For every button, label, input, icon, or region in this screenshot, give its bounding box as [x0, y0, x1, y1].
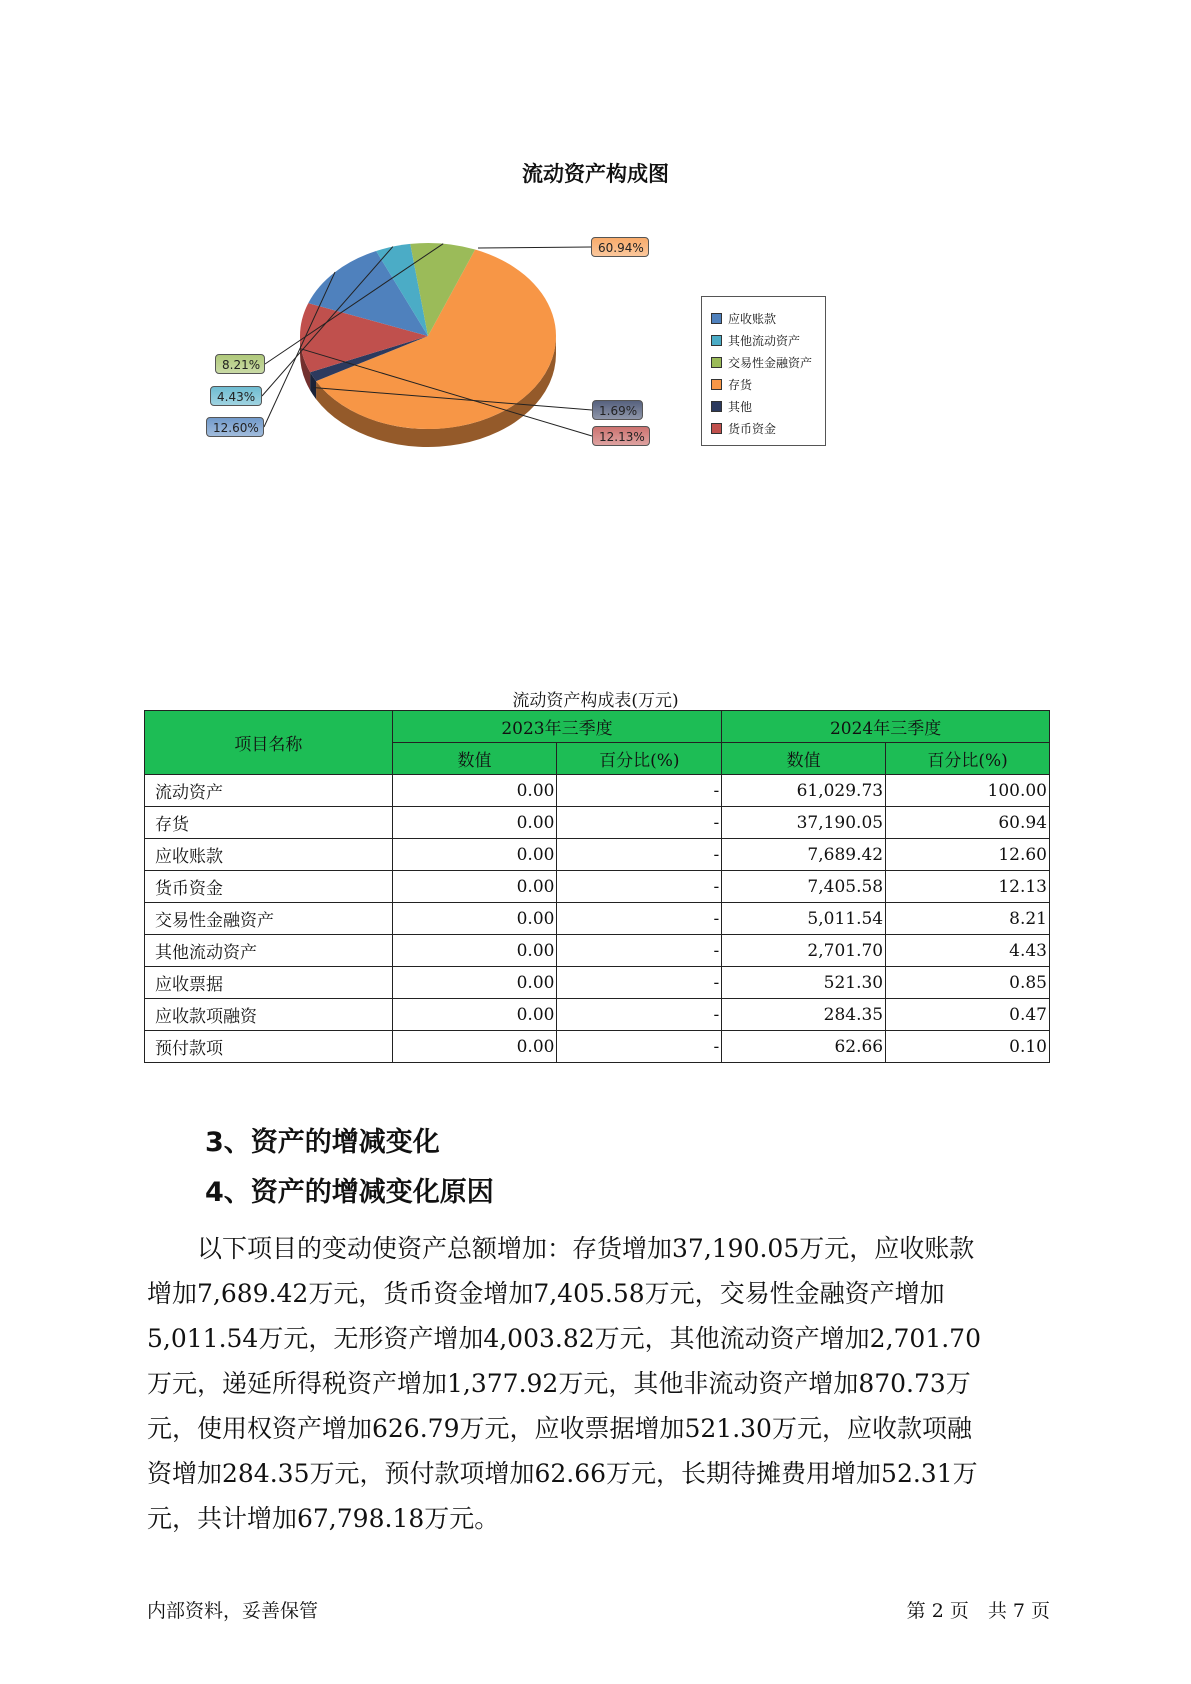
legend-swatch: [711, 379, 722, 390]
heading-asset-change-reason: 4、资产的增减变化原因: [205, 1177, 494, 1208]
pie-data-label: 8.21%: [215, 354, 265, 374]
cell-pct-2023: -: [557, 871, 722, 903]
legend-item: [702, 329, 825, 351]
header-period-2024: 2024年三季度: [722, 711, 1050, 743]
cell-value-2024: 62.66: [722, 1031, 886, 1063]
legend-label: 其他: [728, 399, 753, 414]
subheader-pct-2024: 百分比(%): [886, 743, 1050, 775]
cell-value-2024: 7,689.42: [722, 839, 886, 871]
cell-value-2023: 0.00: [392, 935, 557, 967]
cell-value-2024: 37,190.05: [722, 807, 886, 839]
footer-page-number: 第 2 页 共 7 页: [906, 1600, 1050, 1622]
cell-pct-2023: -: [557, 807, 722, 839]
cell-value-2024: 5,011.54: [722, 903, 886, 935]
cell-pct-2024: 12.13: [886, 871, 1050, 903]
cell-pct-2023: -: [557, 967, 722, 999]
cell-item-name: 流动资产: [145, 775, 393, 807]
legend-label: 应收账款: [728, 311, 777, 326]
header-period-2023: 2023年三季度: [392, 711, 722, 743]
table-row: [145, 903, 1050, 935]
cell-pct-2023: -: [557, 999, 722, 1031]
cell-value-2024: 2,701.70: [722, 935, 886, 967]
legend-swatch: [711, 313, 722, 324]
legend-swatch: [711, 401, 722, 412]
cell-pct-2024: 0.85: [886, 967, 1050, 999]
legend-item: [702, 373, 825, 395]
table-row: [145, 839, 1050, 871]
pie-data-label: 12.13%: [592, 426, 650, 446]
header-item-name: 项目名称: [145, 711, 393, 775]
cell-item-name: 其他流动资产: [145, 935, 393, 967]
table-row: [145, 967, 1050, 999]
cell-value-2023: 0.00: [392, 775, 557, 807]
legend-label: 交易性金融资产: [728, 355, 813, 370]
legend-swatch: [711, 357, 722, 368]
paragraph-line: 以下项目的变动使资产总额增加：存货增加37,190.05万元，应收账款: [147, 1234, 975, 1263]
paragraph-line: 5,011.54万元，无形资产增加4,003.82万元，其他流动资产增加2,701.70: [147, 1324, 981, 1353]
cell-value-2023: 0.00: [392, 871, 557, 903]
table-caption: 流动资产构成表(万元): [512, 691, 679, 711]
chart-title: 流动资产构成图: [522, 162, 669, 186]
cell-pct-2024: 60.94: [886, 807, 1050, 839]
pie-chart: [0, 0, 1191, 560]
table-row: [145, 935, 1050, 967]
cell-pct-2023: -: [557, 903, 722, 935]
paragraph-line: 增加7,689.42万元，货币资金增加7,405.58万元，交易性金融资产增加: [147, 1279, 945, 1308]
cell-value-2023: 0.00: [392, 999, 557, 1031]
pie-data-label: 4.43%: [210, 386, 262, 406]
cell-pct-2023: -: [557, 839, 722, 871]
cell-value-2023: 0.00: [392, 839, 557, 871]
table-row: [145, 1031, 1050, 1063]
heading-asset-change: 3、资产的增减变化: [205, 1127, 440, 1158]
cell-value-2023: 0.00: [392, 1031, 557, 1063]
pie-data-label: 1.69%: [592, 400, 643, 420]
pie-data-label: 60.94%: [591, 237, 649, 257]
legend-item: [702, 417, 825, 439]
cell-item-name: 应收票据: [145, 967, 393, 999]
cell-pct-2024: 8.21: [886, 903, 1050, 935]
cell-pct-2023: -: [557, 1031, 722, 1063]
legend-item: [702, 351, 825, 373]
legend-label: 其他流动资产: [728, 333, 801, 348]
paragraph-line: 元，使用权资产增加626.79万元，应收票据增加521.30万元，应收款项融: [147, 1414, 972, 1443]
cell-value-2024: 7,405.58: [722, 871, 886, 903]
reason-paragraph: [147, 1226, 1067, 1541]
cell-value-2024: 521.30: [722, 967, 886, 999]
cell-item-name: 预付款项: [145, 1031, 393, 1063]
paragraph-line: 资增加284.35万元，预付款项增加62.66万元，长期待摊费用增加52.31万: [147, 1459, 978, 1488]
cell-pct-2024: 0.10: [886, 1031, 1050, 1063]
table-row: [145, 999, 1050, 1031]
subheader-value-2023: 数值: [392, 743, 557, 775]
cell-pct-2023: -: [557, 935, 722, 967]
footer-confidential: 内部资料，妥善保管: [147, 1600, 319, 1622]
chart-legend: [701, 296, 826, 446]
cell-value-2023: 0.00: [392, 903, 557, 935]
cell-item-name: 应收款项融资: [145, 999, 393, 1031]
cell-pct-2024: 0.47: [886, 999, 1050, 1031]
cell-value-2023: 0.00: [392, 807, 557, 839]
paragraph-line: 元，共计增加67,798.18万元。: [147, 1504, 500, 1533]
cell-pct-2024: 4.43: [886, 935, 1050, 967]
paragraph-line: 万元，递延所得税资产增加1,377.92万元，其他非流动资产增加870.73万: [147, 1369, 971, 1398]
subheader-pct-2023: 百分比(%): [557, 743, 722, 775]
cell-pct-2024: 100.00: [886, 775, 1050, 807]
cell-value-2023: 0.00: [392, 967, 557, 999]
cell-value-2024: 284.35: [722, 999, 886, 1031]
cell-pct-2024: 12.60: [886, 839, 1050, 871]
legend-swatch: [711, 335, 722, 346]
subheader-value-2024: 数值: [722, 743, 886, 775]
legend-label: 货币资金: [728, 421, 777, 436]
cell-value-2024: 61,029.73: [722, 775, 886, 807]
table-row: [145, 807, 1050, 839]
cell-pct-2023: -: [557, 775, 722, 807]
legend-label: 存货: [728, 377, 753, 392]
legend-item: [702, 307, 825, 329]
table-row: [145, 775, 1050, 807]
table-row: [145, 871, 1050, 903]
legend-swatch: [711, 423, 722, 434]
cell-item-name: 交易性金融资产: [145, 903, 393, 935]
current-assets-table: [144, 710, 1050, 1063]
callout-leader-line: [478, 247, 591, 248]
pie-data-label: 12.60%: [206, 417, 264, 437]
cell-item-name: 货币资金: [145, 871, 393, 903]
cell-item-name: 应收账款: [145, 839, 393, 871]
cell-item-name: 存货: [145, 807, 393, 839]
legend-item: [702, 395, 825, 417]
